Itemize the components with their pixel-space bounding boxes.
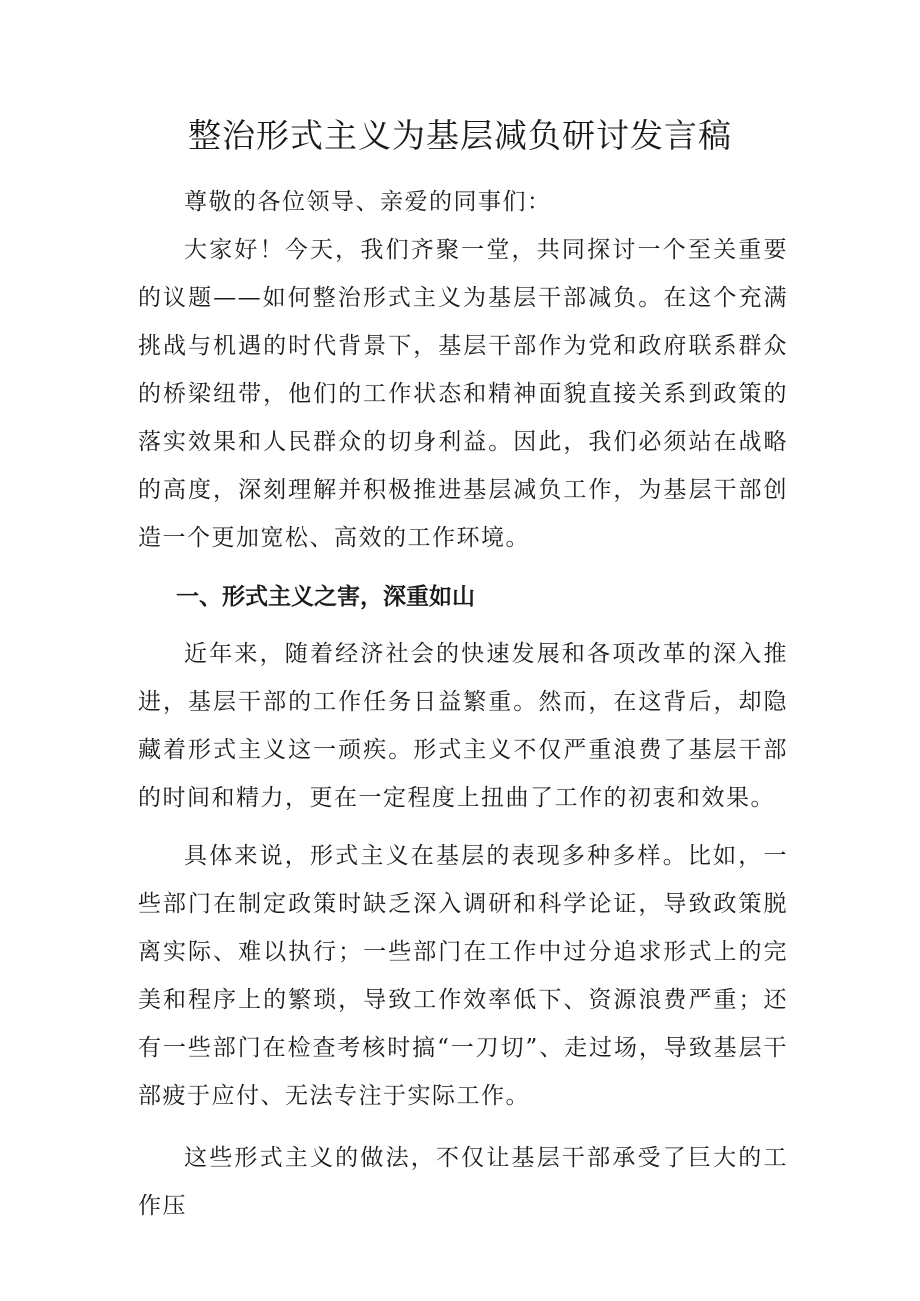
paragraph-background: 近年来，随着经济社会的快速发展和各项改革的深入推进，基层干部的工作任务日益繁重。然而，在这背后，却隐藏着形式主义这一顽疾。形式主义不仅严重浪费了基层干部的时间和精力，更在一定程度上扭曲了工作的初衷和效果。 — [138, 641, 788, 811]
greeting: 尊敬的各位领导、亲爱的同事们： — [184, 189, 552, 215]
document-title: 整治形式主义为基层减负研讨发言稿 — [188, 116, 732, 155]
section-heading: 一、形式主义之害，深重如山 — [176, 584, 475, 610]
paragraph-manifestations: 具体来说，形式主义在基层的表现多种多样。比如，一些部门在制定政策时缺乏深入调研和科学论证，导致政策脱离实际、难以执行；一些部门在工作中过分追求形式上的完美和程序上的繁琐，导致工作效率低下、资源浪费严重；还有一些部门在检查考核时搞“一刀切”、走过场，导致基层干部疲于应付、无法专注于实际工作。 — [138, 843, 788, 1109]
paragraph-opening: 大家好！今天，我们齐聚一堂，共同探讨一个至关重要的议题——如何整治形式主义为基层干部减负。在这个充满挑战与机遇的时代背景下，基层干部作为党和政府联系群众的桥梁纽带，他们的工作状态和精神面貌直接关系到政策的落实效果和人民群众的切身利益。因此，我们必须站在战略的高度，深刻理解并积极推进基层减负工作，为基层干部创造一个更加宽松、高效的工作环境。 — [138, 237, 788, 551]
paragraph-consequences: 这些形式主义的做法，不仅让基层干部承受了巨大的工作压 — [138, 1145, 788, 1219]
